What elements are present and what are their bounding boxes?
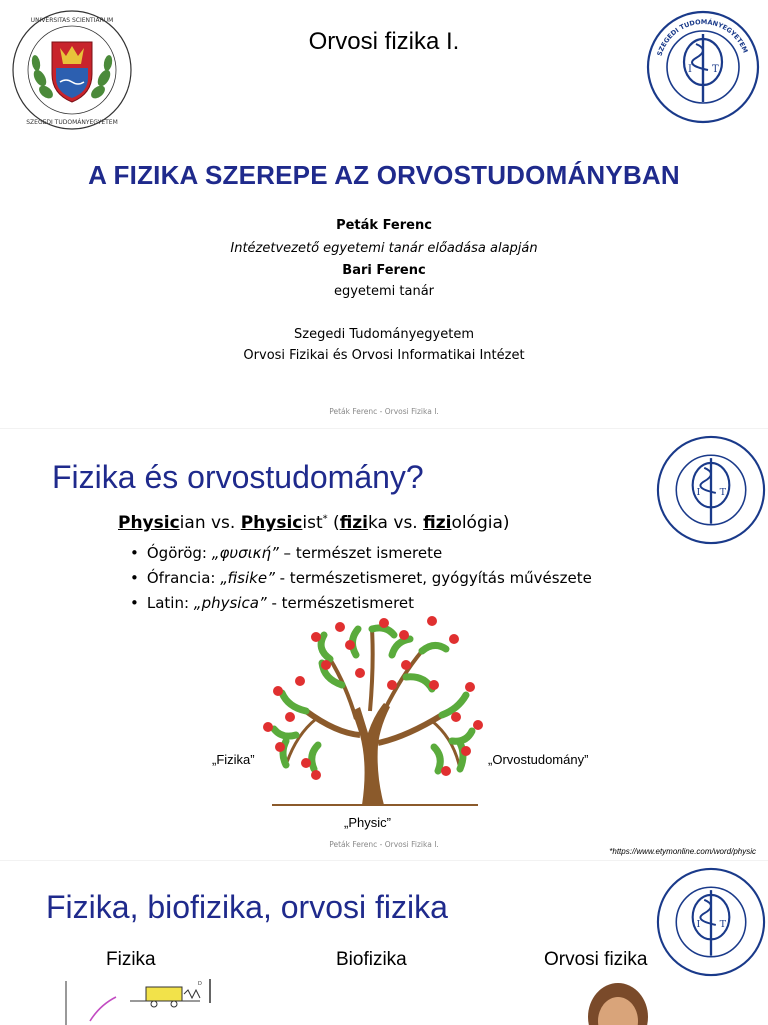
term-text: ( xyxy=(327,513,340,533)
institution-institute: Orvosi Fizikai és Orvosi Informatikai Intézet xyxy=(243,348,525,363)
svg-text:T: T xyxy=(719,486,727,498)
bullet-term: „φυσική” xyxy=(211,544,279,562)
bullet-term: „physica” xyxy=(193,594,267,612)
author-2-name: Bari Ferenc xyxy=(342,263,426,278)
bullet-item xyxy=(130,591,592,616)
footnote-mark: * xyxy=(322,513,328,525)
slide-1 xyxy=(0,0,768,428)
author-1-role: Intézetvezető egyetemi tanár előadása alapján xyxy=(230,241,538,256)
term-text: ian vs. xyxy=(179,513,241,533)
slide-3 xyxy=(0,860,768,1025)
bullet-text: - természetismeret, gyógyítás művészete xyxy=(274,569,592,587)
term-fizi-1: fizi xyxy=(339,513,369,533)
term-physic-1: Physic xyxy=(118,513,180,533)
institute-seal-logo xyxy=(646,10,760,124)
slide-footer: Peták Ferenc - Orvosi Fizika I. xyxy=(329,840,439,849)
institution-university: Szegedi Tudományegyetem xyxy=(294,327,474,342)
bullet-term: „fisike” xyxy=(220,569,275,587)
slide-title: Fizika, biofizika, orvosi fizika xyxy=(46,889,448,925)
column-heading-orvosi-fizika: Orvosi fizika xyxy=(544,949,648,970)
tree-label-right: „Orvostudomány” xyxy=(488,752,589,767)
bullet-prefix: Latin: xyxy=(146,594,194,612)
main-title: A FIZIKA SZEREPE AZ ORVOSTUDOMÁNYBAN xyxy=(88,160,680,190)
scientist-portrait-image xyxy=(580,977,656,1025)
author-1-name: Peták Ferenc xyxy=(336,218,432,233)
bullet-prefix: Ófrancia: xyxy=(146,569,221,587)
tree-label-left: „Fizika” xyxy=(212,752,255,767)
bullet-text: – természet ismerete xyxy=(278,544,443,562)
svg-text:I: I xyxy=(696,918,701,930)
physics-diagram-image xyxy=(60,977,220,1025)
etymology-line xyxy=(118,513,510,533)
university-seal-logo xyxy=(10,8,134,132)
svg-text:D: D xyxy=(198,981,202,987)
bullet-text: - természetismeret xyxy=(266,594,415,612)
svg-text:T: T xyxy=(719,918,727,930)
tree-label-bottom: „Physic” xyxy=(344,815,391,830)
svg-text:UNIVERSITAS SCIENTIARUM: UNIVERSITAS SCIENTIARUM xyxy=(30,17,114,24)
term-text: ológia) xyxy=(451,513,510,533)
bullet-item xyxy=(130,541,592,566)
institute-seal-logo xyxy=(656,435,766,545)
svg-text:I: I xyxy=(688,64,692,75)
bullet-prefix: Ógörög: xyxy=(146,544,212,562)
term-physic-2: Physic xyxy=(240,513,303,533)
term-fizi-2: fizi xyxy=(423,513,452,533)
term-text: ist xyxy=(302,513,323,533)
etymology-bullet-list xyxy=(130,541,592,616)
slide-title: Fizika és orvostudomány? xyxy=(52,459,424,495)
author-2-role: egyetemi tanár xyxy=(333,284,435,299)
bullet-item xyxy=(130,566,592,591)
term-text: ka vs. xyxy=(368,513,424,533)
column-heading-biofizika: Biofizika xyxy=(336,949,407,970)
slide-footer: Peták Ferenc - Orvosi Fizika I. xyxy=(329,407,439,416)
slide-2 xyxy=(0,428,768,861)
svg-text:SZEGEDI TUDOMÁNYEGYETEM: SZEGEDI TUDOMÁNYEGYETEM xyxy=(26,119,118,126)
svg-text:SZEGEDI TUDOMÁNYEGYETEM: SZEGEDI TUDOMÁNYEGYETEM xyxy=(655,17,750,57)
course-title: Orvosi fizika I. xyxy=(308,28,460,55)
column-heading-fizika: Fizika xyxy=(106,949,156,970)
reference-footnote: *https://www.etymonline.com/word/physic xyxy=(609,847,756,856)
svg-text:I: I xyxy=(696,486,701,498)
institute-seal-logo xyxy=(656,867,766,977)
apple-tree-illustration xyxy=(256,615,492,811)
svg-text:T: T xyxy=(712,64,719,75)
